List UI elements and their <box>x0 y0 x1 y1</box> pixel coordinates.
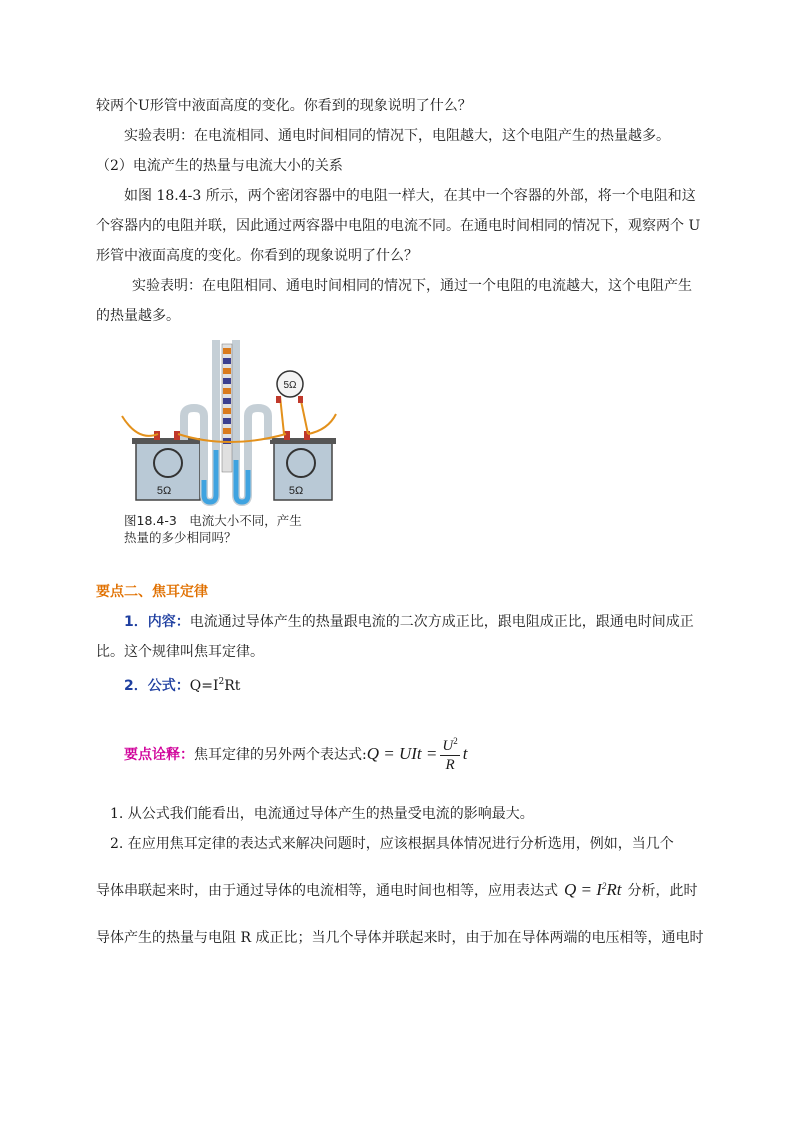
alt-formula: Q = UIt = $\frac{U^2}{R}$ t <box>366 735 468 773</box>
resistor-label: 5Ω <box>283 380 297 391</box>
note-text: 焦耳定律的另外两个表达式: <box>194 747 367 763</box>
text-line: 形管中液面高度的变化。你看到的现象说明了什么？ <box>96 248 418 264</box>
item-label: 1．内容： <box>124 614 190 630</box>
resistor-label: 5Ω <box>288 485 304 497</box>
resistor-label: 5Ω <box>156 485 172 497</box>
caption-line: 图18.4-3 电流大小不同，产生 <box>124 513 302 528</box>
figure-caption <box>124 512 334 546</box>
text-line: 实验表明：在电流相同、通电时间相同的情况下，电阻越大，这个电阻产生的热量越多。 <box>124 128 670 144</box>
text-line: 较两个U形管中液面高度的变化。你看到的现象说明了什么？ <box>96 98 472 114</box>
text-line: 导体串联起来时，由于通过导体的电流相等，通电时间也相等，应用表达式 $Q = I^2Rt$ 分析，此时 <box>96 880 698 899</box>
text-line: 导体产生的热量与电阻 R 成正比；当几个导体并联起来时，由于加在导体两端的电压相等，通电时 <box>96 930 704 946</box>
content-item <box>124 612 694 632</box>
item-text: 电流通过导体产生的热量跟电流的二次方成正比，跟电阻成正比，跟通电时间成正 <box>189 614 694 630</box>
item-label: 2．公式： <box>124 678 190 694</box>
note-line <box>124 734 467 774</box>
joule-formula: $Q=I^2Rt$ <box>189 677 241 694</box>
text-line: 2. 在应用焦耳定律的表达式来解决问题时，应该根据具体情况进行分析选用，例如，当几个 <box>110 836 674 852</box>
series-formula: $Q = I^2Rt$ <box>564 880 622 899</box>
caption-line: 热量的多少相同吗？ <box>124 530 237 545</box>
text-line: 1. 从公式我们能看出，电流通过导体产生的热量受电流的影响最大。 <box>110 806 534 822</box>
formula-item <box>124 676 240 696</box>
text-line: （2）电流产生的热量与电流大小的关系 <box>96 158 343 174</box>
section-heading: 要点二、焦耳定律 <box>96 584 208 600</box>
u-tube-apparatus-illustration <box>118 330 340 510</box>
text-line: 个容器内的电阻并联，因此通过两容器中电阻的电流不同。在通电时间相同的情况下，观察两个 U <box>96 218 701 234</box>
text-line: 的热量越多。 <box>96 308 180 324</box>
text-line: 如图 18.4-3 所示，两个密闭容器中的电阻一样大，在其中一个容器的外部，将一个电阻和这 <box>124 188 696 204</box>
note-label: 要点诠释： <box>124 747 194 763</box>
text-line: 比。这个规律叫焦耳定律。 <box>96 644 264 660</box>
text-line: 实验表明：在电阻相同、通电时间相同的情况下，通过一个电阻的电流越大，这个电阻产生 <box>132 278 692 294</box>
